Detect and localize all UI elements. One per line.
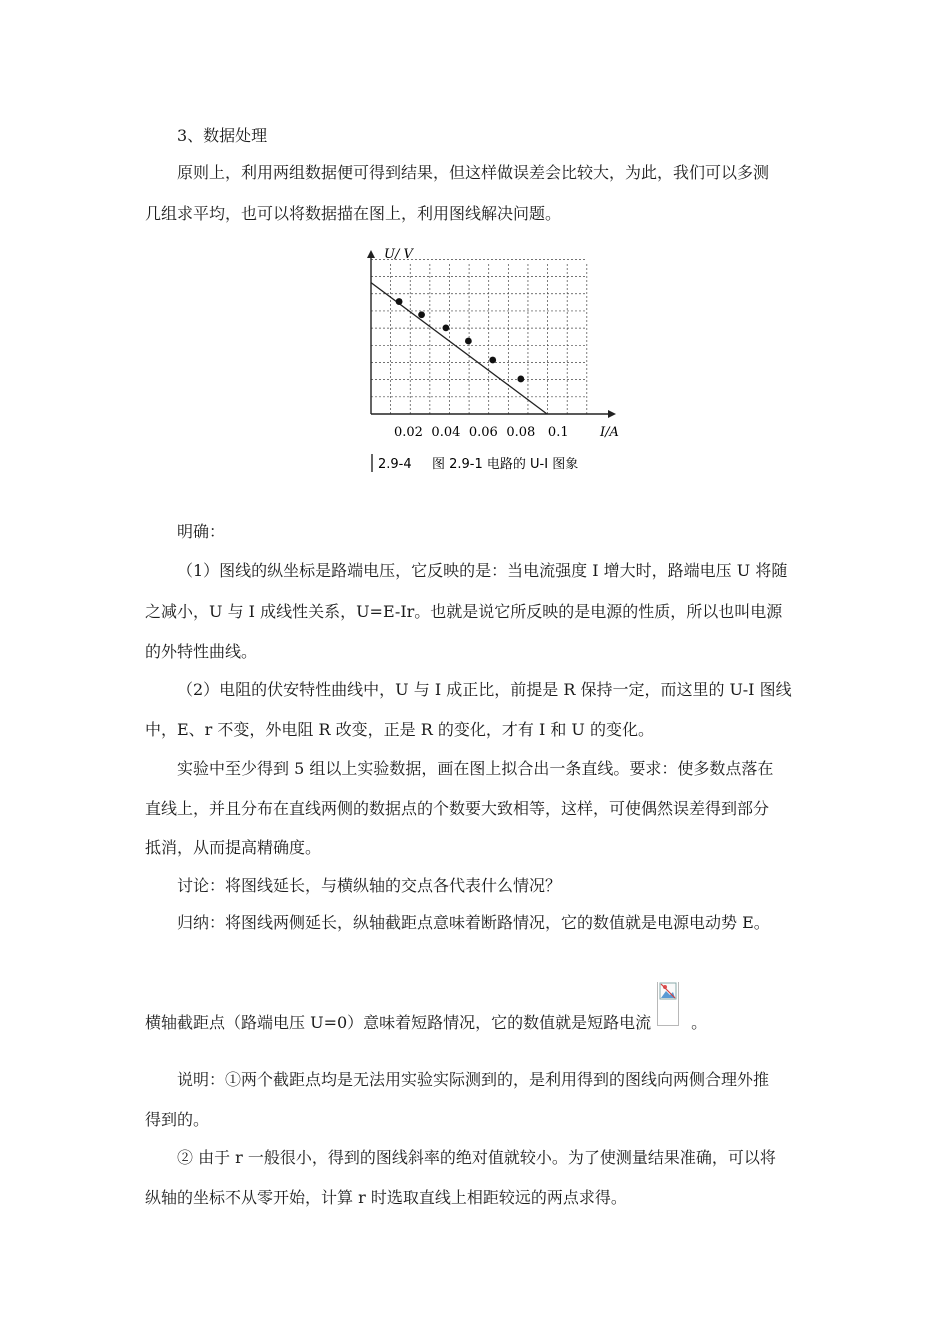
section-heading: 3、数据处理 bbox=[177, 126, 268, 145]
data-point bbox=[418, 311, 425, 318]
data-point bbox=[396, 298, 403, 305]
x-tick-label: 0.06 bbox=[468, 425, 498, 440]
sentence-end: 。 bbox=[691, 1013, 708, 1032]
x-tick-label: 0.08 bbox=[506, 425, 536, 440]
paragraph-line: 归纳：将图线两侧延长，纵轴截距点意味着断路情况，它的数值就是电源电动势 E。 bbox=[177, 913, 770, 932]
data-point bbox=[489, 357, 496, 364]
paragraph-line: 得到的。 bbox=[145, 1110, 210, 1129]
x-tick-label: 0.04 bbox=[431, 425, 461, 440]
x-tick-labels bbox=[394, 425, 569, 440]
y-axis-label: U/ V bbox=[384, 247, 413, 262]
short-circuit-text: 横轴截距点（路端电压 U=0）意味着短路情况，它的数值就是短路电流 bbox=[145, 1013, 652, 1032]
chart-title: 图 2.9-1 电路的 U-I 图象 bbox=[432, 457, 579, 472]
x-tick-label: 0.02 bbox=[393, 425, 423, 440]
x-axis-label: I/A bbox=[600, 425, 619, 440]
data-point bbox=[517, 376, 524, 383]
data-point bbox=[465, 338, 472, 345]
paragraph-line: ② 由于 r 一般很小，得到的图线斜率的绝对值就较小。为了使测量结果准确，可以将 bbox=[177, 1148, 776, 1167]
paragraph-line: 明确： bbox=[177, 522, 226, 541]
paragraph-line: 讨论：将图线延长，与横纵轴的交点各代表什么情况？ bbox=[177, 876, 562, 895]
paragraph-line bbox=[145, 1013, 707, 1033]
chart-grid bbox=[371, 259, 587, 414]
paragraph-line: 之减小，U 与 I 成线性关系，U=E-Ir。也就是说它所反映的是电源的性质，所以也叫电源 bbox=[145, 602, 783, 621]
paragraph-line: 说明：①两个截距点均是无法用实验实际测到的，是利用得到的图线向两侧合理外推 bbox=[177, 1070, 770, 1089]
ui-chart bbox=[360, 240, 620, 480]
ui-graph-figure bbox=[360, 240, 620, 480]
x-tick-label: 0.1 bbox=[547, 425, 569, 440]
x-axis-arrow bbox=[608, 410, 616, 418]
paragraph-line: 原则上，利用两组数据便可得到结果，但这样做误差会比较大，为此，我们可以多测 bbox=[177, 163, 770, 182]
figure-number: 2.9-4 bbox=[378, 457, 412, 472]
paragraph-line: 几组求平均，也可以将数据描在图上，利用图线解决问题。 bbox=[145, 204, 562, 223]
paragraph-line: 直线上，并且分布在直线两侧的数据点的个数要大致相等，这样，可使偶然误差得到部分 bbox=[145, 799, 770, 818]
paragraph-line: （1）图线的纵坐标是路端电压，它反映的是：当电流强度 I 增大时，路端电压 U 将随 bbox=[177, 561, 788, 580]
paragraph-line: 中，E、r 不变，外电阻 R 改变，正是 R 的变化，才有 I 和 U 的变化。 bbox=[145, 720, 655, 739]
broken-image-placeholder bbox=[657, 982, 679, 1026]
data-point bbox=[443, 324, 450, 331]
y-axis-arrow bbox=[367, 250, 375, 258]
paragraph-line: 实验中至少得到 5 组以上实验数据，画在图上拟合出一条直线。要求：使多数点落在 bbox=[177, 759, 774, 778]
paragraph-line: （2）电阻的伏安特性曲线中，U 与 I 成正比，前提是 R 保持一定，而这里的 U-I 图线 bbox=[177, 680, 792, 699]
paragraph-line: 纵轴的坐标不从零开始，计算 r 时选取直线上相距较远的两点求得。 bbox=[145, 1188, 627, 1207]
paragraph-line: 抵消，从而提高精确度。 bbox=[145, 838, 322, 857]
paragraph-line: 的外特性曲线。 bbox=[145, 642, 258, 661]
broken-image-icon bbox=[659, 982, 677, 1000]
